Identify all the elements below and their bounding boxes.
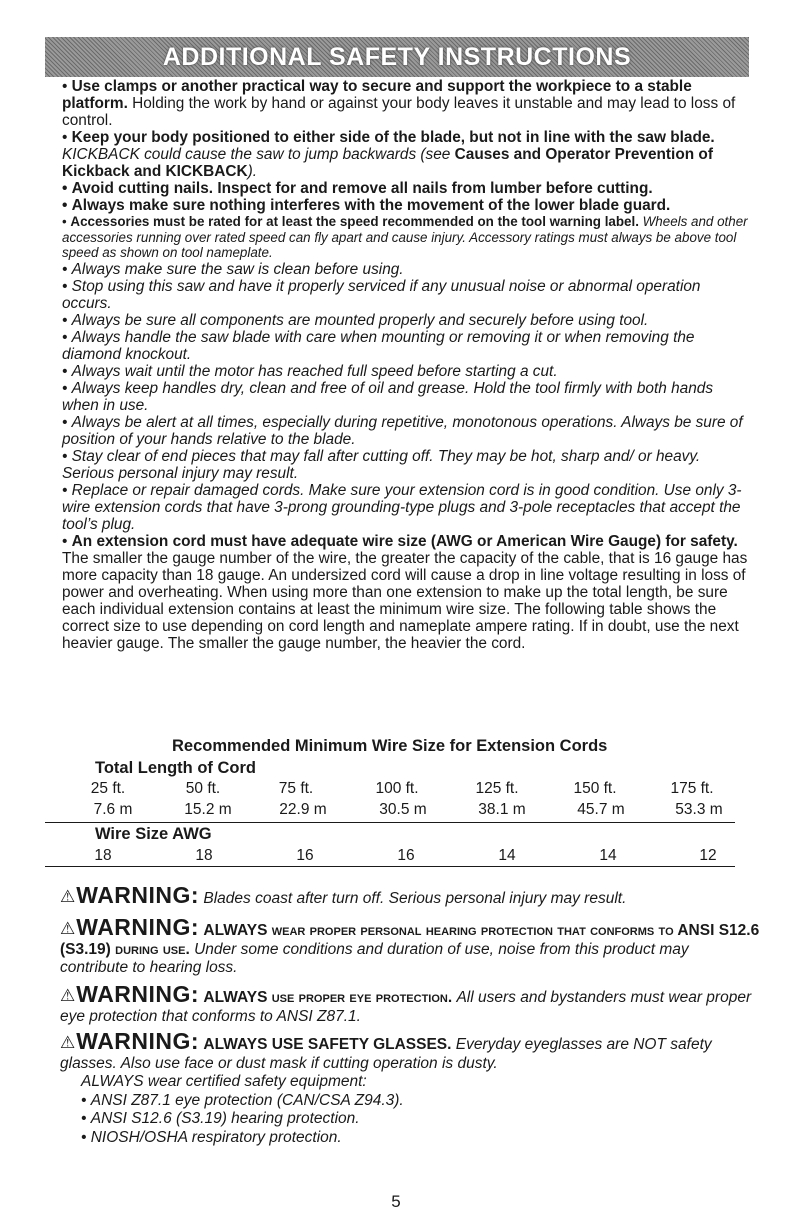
table-cell: 18 — [94, 847, 112, 864]
table-cell: 50 ft. — [185, 780, 221, 797]
table-cell: 75 ft. — [278, 780, 314, 797]
table-cell: 100 ft. — [375, 780, 419, 797]
table-cell: 25 ft. — [90, 780, 126, 797]
list-item: • Always handle the saw blade with care when mounting or removing it or when removing the diamond knockout. — [62, 329, 750, 363]
warning-triangle-icon: ⚠ — [60, 986, 76, 1005]
awg-header: Wire Size AWG — [95, 825, 212, 843]
table-cell: 38.1 m — [478, 801, 526, 818]
list-item: • Avoid cutting nails. Inspect for and remove all nails from lumber before cutting. — [62, 180, 750, 197]
list-item: • Always wait until the motor has reached full speed before starting a cut. — [62, 363, 750, 380]
list-item: • ANSI S12.6 (S3.19) hearing protection. — [81, 1110, 760, 1129]
section-title: ADDITIONAL SAFETY INSTRUCTIONS — [162, 42, 632, 71]
table-cell: 18 — [195, 847, 213, 864]
list-item: • Replace or repair damaged cords. Make sure your extension cord is in good condition. Use only 3-wire extension cords that have 3-prong grounding-type plugs and 3-pole receptacles that accept the tool’s plug. — [62, 482, 750, 533]
table-cell: 150 ft. — [573, 780, 617, 797]
table-divider — [45, 822, 735, 823]
page-number: 5 — [391, 1192, 401, 1211]
warning-3: ⚠WARNING: ALWAYS use proper eye protection. All users and bystanders must wear proper eye protection that conforms to ANSI Z87.1. — [60, 981, 752, 1025]
feet-row — [60, 780, 740, 800]
section-banner — [45, 37, 749, 77]
warning-triangle-icon: ⚠ — [60, 887, 76, 906]
list-item: • Accessories must be rated for at least the speed recommended on the tool warning label. Wheels and other accessories running over rated speed can fly apart and cause injury. Accessory ratings must always be above tool speed as shown on tool nameplate. — [62, 214, 750, 261]
meters-row — [60, 801, 740, 821]
list-item: • Always make sure the saw is clean before using. — [62, 261, 750, 278]
table-cell: 175 ft. — [670, 780, 714, 797]
warning-triangle-icon: ⚠ — [60, 1033, 76, 1052]
table-cell: 12 — [699, 847, 717, 864]
list-item: • ANSI Z87.1 eye protection (CAN/CSA Z94.3). — [81, 1092, 760, 1111]
warning-2: ⚠WARNING: ALWAYS wear proper personal hearing protection that conforms to ANSI S12.6 (S3.19) during use. Under some conditions and duration of use, noise from this product may contribute to hearing loss. — [60, 914, 760, 976]
warning-4: ⚠WARNING: ALWAYS USE SAFETY GLASSES. Everyday eyeglasses are NOT safety glasses. Also use face or dust mask if cutting operation is dusty. ALWAYS wear certified safety equipment: • ANSI Z87.1 eye protection (CAN/CSA Z94.3). • ANSI S12.6 (S3.19) hearing protection. • NIOSH/OSHA respiratory protection. — [60, 1032, 760, 1147]
warning-1: ⚠WARNING: Blades coast after turn off. Serious personal injury may result. — [60, 882, 627, 908]
table-cell: 16 — [397, 847, 415, 864]
table-cell: 45.7 m — [577, 801, 625, 818]
table-cell: 14 — [599, 847, 617, 864]
table-cell: 30.5 m — [379, 801, 427, 818]
list-item: • Use clamps or another practical way to secure and support the workpiece to a stable platform. Holding the work by hand or against your body leaves it unstable and may lead to loss of control. — [62, 78, 750, 129]
list-item: • An extension cord must have adequate wire size (AWG or American Wire Gauge) for safety. The smaller the gauge number of the wire, the greater the capacity of the cable, that is 16 gauge has more capacity than 18 gauge. An undersized cord will cause a drop in line voltage resulting in loss of power and overheating. When using more than one extension to make up the total length, be sure each individual extension contains at least the minimum wire size. The following table shows the correct size to use depending on cord length and nameplate ampere rating. If in doubt, use the next heavier gauge. The smaller the gauge number, the heavier the cord. — [62, 533, 750, 652]
table-cell: 15.2 m — [184, 801, 232, 818]
awg-row — [60, 847, 740, 867]
table-title: Recommended Minimum Wire Size for Extension Cords — [172, 737, 608, 755]
table-cell: 14 — [498, 847, 516, 864]
table-cell: 16 — [296, 847, 314, 864]
table-cell: 53.3 m — [675, 801, 723, 818]
table-cell: 7.6 m — [93, 801, 133, 818]
list-item: • Always be sure all components are mounted properly and securely before using tool. — [62, 312, 750, 329]
list-item: • Keep your body positioned to either side of the blade, but not in line with the saw blade. KICKBACK could cause the saw to jump backwards (see Causes and Operator Prevention of Kickback and KICKBACK). — [62, 129, 750, 180]
length-header: Total Length of Cord — [95, 759, 256, 777]
table-cell: 22.9 m — [279, 801, 327, 818]
list-item: • Stay clear of end pieces that may fall after cutting off. They may be hot, sharp and/ or heavy. Serious personal injury may result. — [62, 448, 750, 482]
table-divider — [45, 866, 735, 867]
list-item: • Always keep handles dry, clean and free of oil and grease. Hold the tool firmly with both hands when in use. — [62, 380, 750, 414]
list-item: • Always be alert at all times, especially during repetitive, monotonous operations. Always be sure of position of your hands relative to the blade. — [62, 414, 750, 448]
list-item: • NIOSH/OSHA respiratory protection. — [81, 1129, 760, 1148]
list-item: • Always make sure nothing interferes with the movement of the lower blade guard. — [62, 197, 750, 214]
safety-instructions — [62, 78, 750, 652]
warning-triangle-icon: ⚠ — [60, 919, 76, 938]
list-item: • Stop using this saw and have it properly serviced if any unusual noise or abnormal operation occurs. — [62, 278, 750, 312]
table-cell: 125 ft. — [475, 780, 519, 797]
